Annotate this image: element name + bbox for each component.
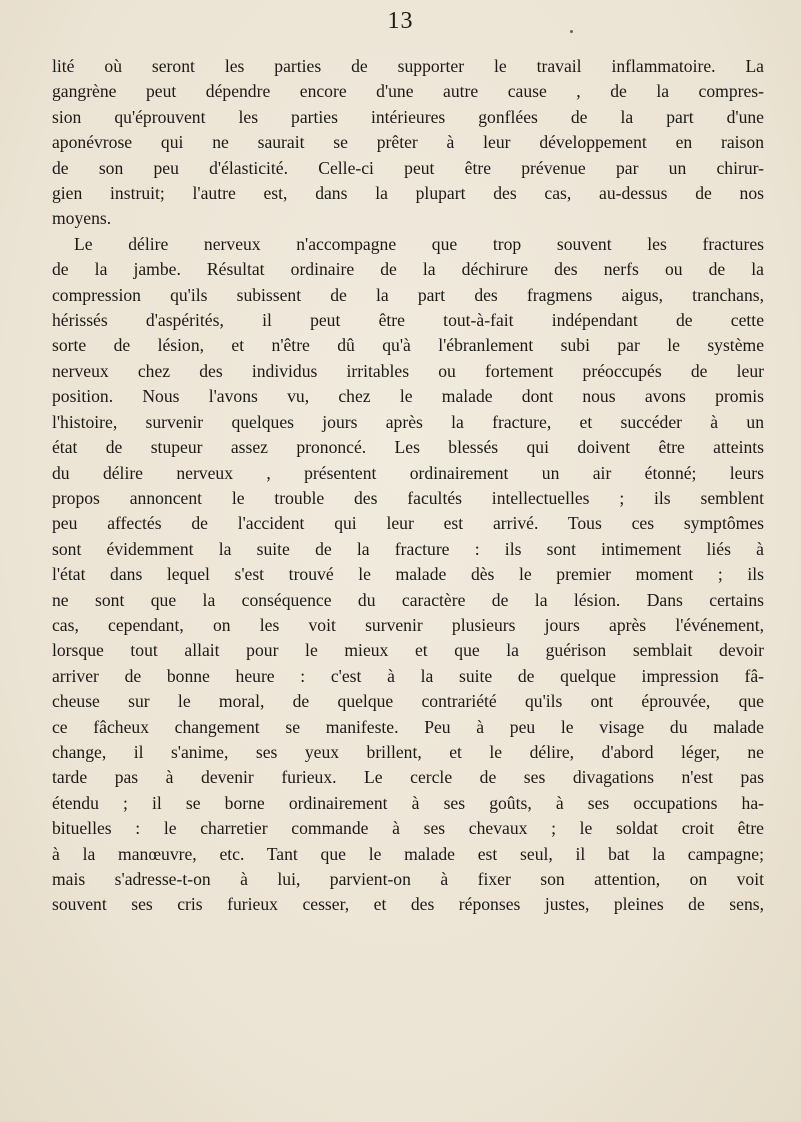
text-line: gangrène peut dépendre encore d'une autre cause , de la compres-: [52, 81, 764, 102]
text-line: propos annoncent le trouble des facultés intellectuelles ; ils semblent: [52, 487, 764, 508]
text-line: nerveux chez des individus irritables ou fortement préoccupés de leur: [52, 360, 764, 381]
paragraph-1: [52, 54, 764, 232]
text-line: bituelles : le charretier commande à ses chevaux ; le soldat croit être: [52, 818, 764, 839]
text-line: souvent ses cris furieux cesser, et des réponses justes, pleines de sens,: [52, 894, 764, 915]
text-line: étendu ; il se borne ordinairement à ses goûts, à ses occupations ha-: [52, 792, 764, 813]
body-text: [52, 54, 764, 918]
text-line: Le délire nerveux n'accompagne que trop souvent les fractures: [74, 233, 764, 254]
text-line: sont évidemment la suite de la fracture : ils sont intimement liés à: [52, 538, 764, 559]
text-line: à la manœuvre, etc. Tant que le malade est seul, il bat la campagne;: [52, 843, 764, 864]
ink-speck: [570, 30, 573, 33]
text-line: ne sont que la conséquence du caractère de la lésion. Dans certains: [52, 589, 764, 610]
text-line: position. Nous l'avons vu, chez le malade dont nous avons promis: [52, 386, 764, 407]
text-line: de la jambe. Résultat ordinaire de la déchirure des nerfs ou de la: [52, 259, 764, 280]
text-line: aponévrose qui ne saurait se prêter à leur développement en raison: [52, 132, 764, 153]
text-line: lorsque tout allait pour le mieux et que la guérison semblait devoir: [52, 640, 764, 661]
text-line: ce fâcheux changement se manifeste. Peu à peu le visage du malade: [52, 716, 764, 737]
text-line: sion qu'éprouvent les parties intérieures gonflées de la part d'une: [52, 106, 764, 127]
text-line: change, il s'anime, ses yeux brillent, et le délire, d'abord léger, ne: [52, 741, 764, 762]
text-line: cas, cependant, on les voit survenir plusieurs jours après l'événement,: [52, 614, 764, 635]
text-line: peu affectés de l'accident qui leur est arrivé. Tous ces symptômes: [52, 513, 764, 534]
text-line: sorte de lésion, et n'être dû qu'à l'ébranlement subi par le système: [52, 335, 764, 356]
text-line: moyens.: [52, 208, 112, 229]
text-line: hérissés d'aspérités, il peut être tout-à-fait indépendant de cette: [52, 310, 764, 331]
text-line: cheuse sur le moral, de quelque contrariété qu'ils ont éprouvée, que: [52, 691, 764, 712]
text-line: compression qu'ils subissent de la part des fragmens aigus, tranchans,: [52, 284, 764, 305]
text-line: l'état dans lequel s'est trouvé le malade dès le premier moment ; ils: [52, 564, 764, 585]
text-line: gien instruit; l'autre est, dans la plupart des cas, au-dessus de nos: [52, 183, 764, 204]
page-number: 13: [387, 8, 414, 34]
text-line: l'histoire, survenir quelques jours après la fracture, et succéder à un: [52, 411, 764, 432]
text-line: du délire nerveux , présentent ordinairement un air étonné; leurs: [52, 462, 764, 483]
text-line: de son peu d'élasticité. Celle-ci peut être prévenue par un chirur-: [52, 157, 764, 178]
text-line: lité où seront les parties de supporter le travail inflammatoire. La: [52, 56, 764, 76]
text-line: mais s'adresse-t-on à lui, parvient-on à fixer son attention, on voit: [52, 869, 764, 889]
text-line: état de stupeur assez prononcé. Les blessés qui doivent être atteints: [52, 437, 764, 458]
text-line: tarde pas à devenir furieux. Le cercle de ses divagations n'est pas: [52, 767, 764, 788]
paragraph-2: [52, 232, 764, 918]
text-line: arriver de bonne heure : c'est à la suite de quelque impression fâ-: [52, 665, 764, 686]
